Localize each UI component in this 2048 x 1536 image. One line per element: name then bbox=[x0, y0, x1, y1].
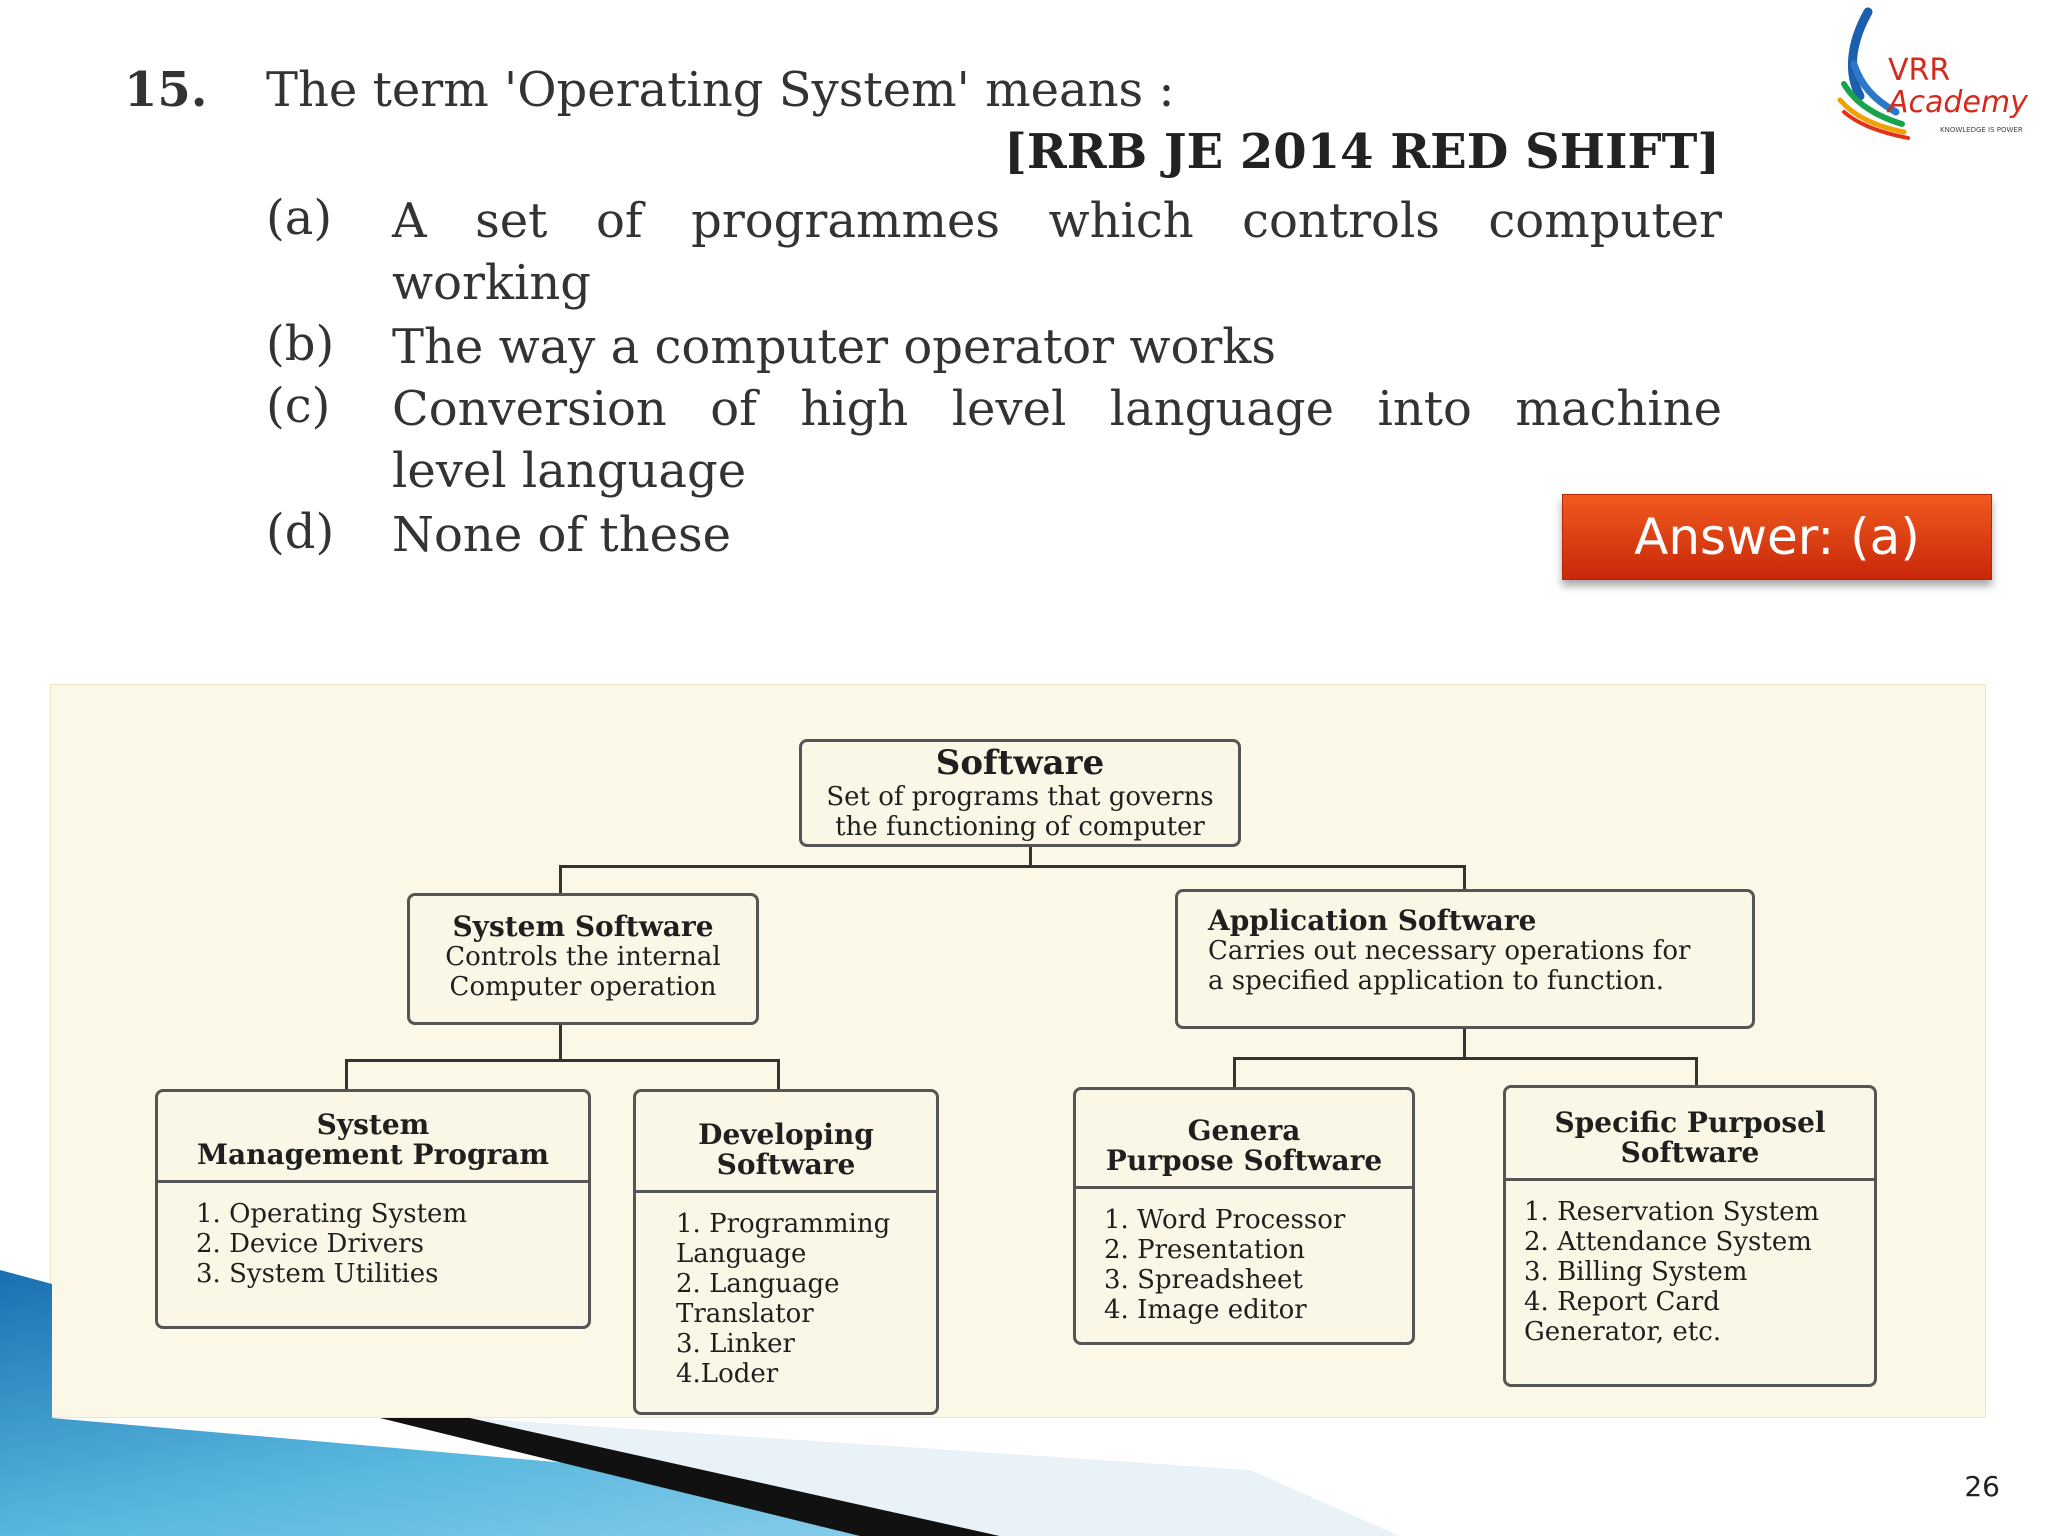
node-title: Software bbox=[935, 743, 1105, 783]
node-title: Purpose Software bbox=[1105, 1144, 1383, 1177]
option-b-text: The way a computer operator works bbox=[392, 319, 1277, 375]
list-item: 4. Report Card bbox=[1524, 1287, 1720, 1317]
option-d-label: (d) bbox=[266, 504, 335, 560]
connector bbox=[1233, 1057, 1697, 1060]
software-node bbox=[799, 739, 1241, 847]
list-item: 4. Image editor bbox=[1104, 1295, 1307, 1325]
list-item: 1. Operating System bbox=[196, 1199, 468, 1229]
svg-text:KNOWLEDGE IS POWER: KNOWLEDGE IS POWER bbox=[1940, 126, 2023, 134]
system-software-node bbox=[407, 893, 759, 1025]
list-item: 3. System Utilities bbox=[196, 1259, 439, 1289]
page-number: 26 bbox=[1964, 1470, 2000, 1503]
option-c-text-cont: level language bbox=[392, 443, 747, 499]
svg-text:Academy: Academy bbox=[1888, 85, 2028, 120]
connector bbox=[1463, 1027, 1466, 1059]
node-desc: Computer operation bbox=[449, 972, 717, 1002]
svg-text:VRR: VRR bbox=[1888, 53, 1951, 88]
list-item: 3. Linker bbox=[676, 1329, 795, 1359]
node-title: Developing bbox=[698, 1118, 874, 1151]
list-item: 1. Reservation System bbox=[1524, 1197, 1820, 1227]
node-title: Genera bbox=[1187, 1114, 1301, 1147]
node-title: Specific Purposel bbox=[1554, 1106, 1826, 1139]
list-item: 3. Billing System bbox=[1524, 1257, 1748, 1287]
list-item: Translator bbox=[676, 1299, 814, 1329]
bird-wing-logo-icon bbox=[1830, 4, 2042, 142]
answer-button[interactable]: Answer: (a) bbox=[1562, 494, 1992, 580]
list-item: 4.Loder bbox=[676, 1359, 779, 1389]
connector bbox=[777, 1059, 780, 1091]
slide-decoration bbox=[0, 1270, 1400, 1536]
node-title: Software bbox=[716, 1148, 856, 1181]
option-d-text: None of these bbox=[392, 507, 732, 563]
node-title: Management Program bbox=[196, 1138, 550, 1171]
question-number: 15. bbox=[124, 62, 208, 118]
item-list bbox=[1506, 1197, 1874, 1347]
vrr-academy-logo bbox=[1830, 4, 2042, 142]
node-divider bbox=[158, 1180, 588, 1183]
connector bbox=[559, 865, 1465, 868]
node-desc: Controls the internal bbox=[445, 942, 721, 972]
specific-purpose-software-node bbox=[1503, 1085, 1877, 1387]
node-divider bbox=[636, 1190, 936, 1193]
list-item: Language bbox=[676, 1239, 807, 1269]
node-title: Software bbox=[1620, 1136, 1760, 1169]
connector bbox=[1029, 845, 1032, 867]
option-c-text: Conversion of high level language into machine bbox=[392, 381, 1722, 437]
connector bbox=[345, 1059, 348, 1091]
connector bbox=[1233, 1057, 1236, 1089]
list-item: 1. Word Processor bbox=[1104, 1205, 1346, 1235]
node-divider bbox=[1076, 1186, 1412, 1189]
list-item: 3. Spreadsheet bbox=[1104, 1265, 1303, 1295]
node-title: Application Software bbox=[1208, 904, 1537, 937]
option-a-text-cont: working bbox=[392, 255, 592, 311]
list-item: 2. Device Drivers bbox=[196, 1229, 424, 1259]
node-title: System bbox=[316, 1108, 430, 1141]
node-desc: the functioning of computer bbox=[835, 812, 1205, 842]
option-c-label: (c) bbox=[266, 378, 331, 434]
node-desc: a specified application to function. bbox=[1208, 966, 1665, 996]
node-desc: Set of programs that governs bbox=[826, 782, 1214, 812]
question-source: [RRB JE 2014 RED SHIFT] bbox=[1004, 124, 1720, 180]
node-title: System Software bbox=[452, 910, 714, 943]
list-item: 2. Attendance System bbox=[1524, 1227, 1812, 1257]
list-item: 2. Language bbox=[676, 1269, 840, 1299]
question-stem: The term 'Operating System' means : bbox=[266, 62, 1175, 118]
list-item: 2. Presentation bbox=[1104, 1235, 1305, 1265]
node-desc: Carries out necessary operations for bbox=[1208, 936, 1691, 966]
option-a-text: A set of programmes which controls computer bbox=[392, 193, 1722, 249]
node-divider bbox=[1506, 1178, 1874, 1181]
application-software-node bbox=[1175, 889, 1755, 1029]
option-a-label: (a) bbox=[266, 190, 333, 246]
connector bbox=[345, 1059, 779, 1062]
list-item: Generator, etc. bbox=[1524, 1317, 1722, 1347]
option-b-label: (b) bbox=[266, 316, 335, 372]
connector bbox=[559, 1023, 562, 1061]
list-item: 1. Programming bbox=[676, 1209, 891, 1239]
